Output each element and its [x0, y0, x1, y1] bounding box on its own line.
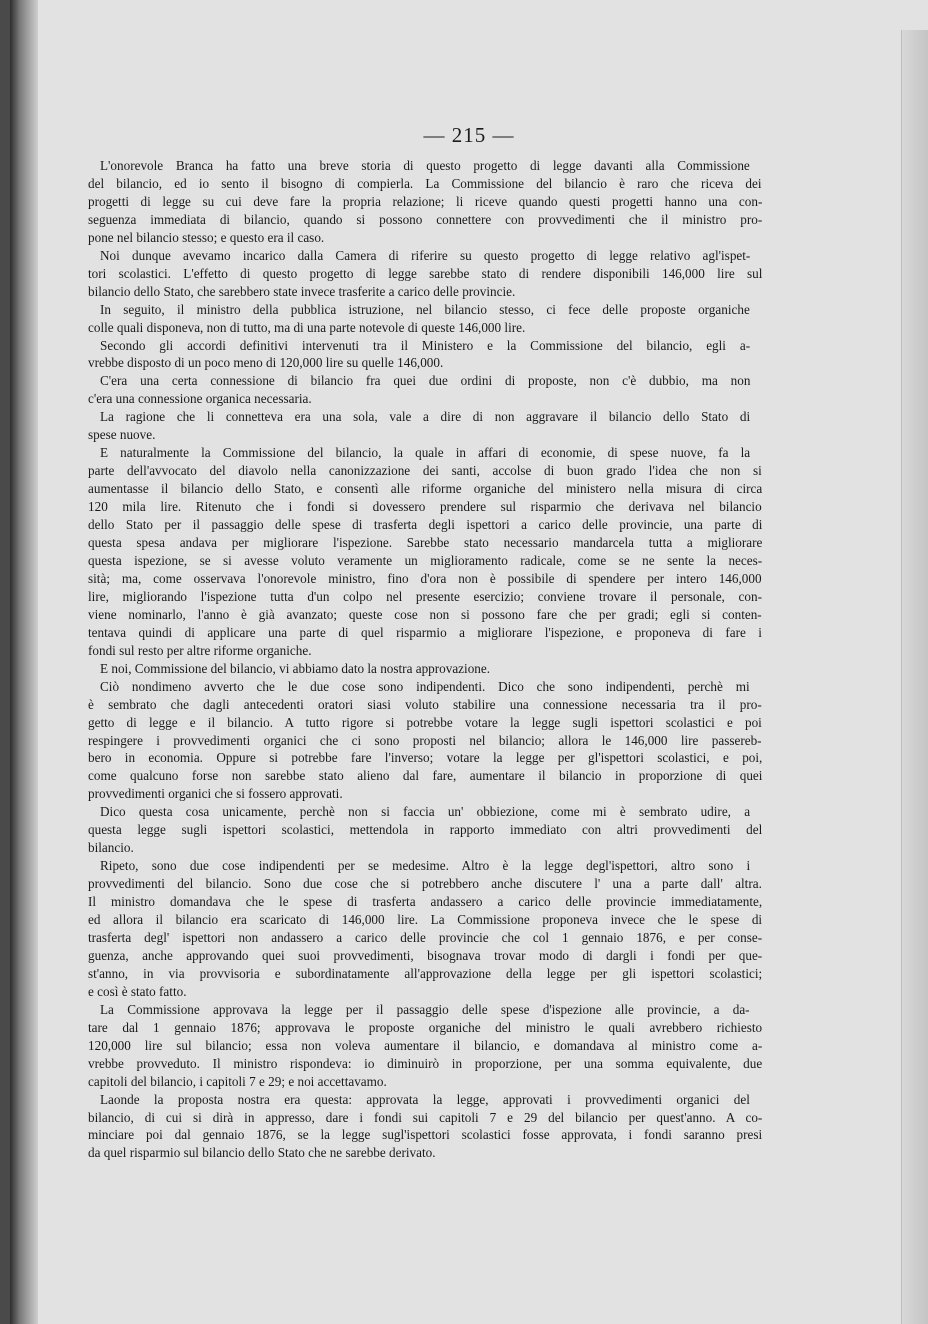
text-line: bero in economia. Oppure si potrebbe fare l'inverso; votare la legge per gl'ispettori scolastici, e poi,	[88, 750, 763, 766]
text-line: aumentasse il bilancio dello Stato, e consentì alle riforme organiche del ministero nella misura di circa	[88, 481, 763, 497]
text-line: capitoli del bilancio, i capitoli 7 e 29; e noi accettavamo.	[88, 1073, 387, 1089]
paragraph	[88, 372, 762, 408]
text-line: C'era una certa connessione di bilancio fra quei due ordini di proposte, non c'è dubbio, ma non	[100, 373, 751, 389]
text-line: fondi sul resto per altre riforme organiche.	[88, 642, 312, 658]
body-text	[88, 157, 762, 1162]
page-number: — 215 —	[423, 123, 515, 147]
text-line: Noi dunque avevamo incarico dalla Camera di riferire su questo progetto di legge relativo agl'ispet-	[100, 247, 751, 263]
text-line: L'onorevole Branca ha fatto una breve storia di questo progetto di legge davanti alla Commissione	[100, 158, 750, 173]
text-line: La ragione che li connetteva era una sola, vale a dire di non aggravare il bilancio dello Stato di	[100, 409, 751, 425]
paragraph	[88, 157, 762, 247]
text-line: Laonde la proposta nostra era questa: approvata la legge, approvati i provvedimenti organici del	[100, 1091, 750, 1107]
text-line: del bilancio, ed io sento il bisogno di compierla. La Commissione del bilancio è raro che riceva dei	[88, 175, 762, 191]
text-line: tentava quindi di applicare una parte di quel risparmio a migliorare l'ispezione, e proponeva di fare i	[88, 624, 762, 640]
paragraph	[88, 1091, 762, 1163]
text-line: guenza, anche approvando quei suoi provvedimenti, bisognava trovar modo di dargli i fondi per que-	[88, 947, 763, 963]
text-line: respingere i provvedimenti organici che ci sono proposti nel bilancio; allora le 146,000 lire passereb-	[88, 732, 762, 748]
paragraph	[88, 337, 762, 373]
text-line: dello Stato per il passaggio delle spese di trasferta degli ispettori a carico delle provincie, una parte di	[88, 517, 763, 533]
text-line: Secondo gli accordi definitivi intervenuti tra il Ministero e la Commissione del bilancio, egli a-	[100, 337, 751, 353]
book-binding-shadow	[10, 0, 38, 1324]
text-line: parte dell'avvocato del diavolo nella canonizzazione dei santi, accolse di buon grado l'idea che non si	[88, 463, 762, 479]
text-line: vrebbe disposto di un poco meno di 120,000 lire su quelle 146,000.	[88, 355, 444, 371]
text-line: sità; ma, come osservava l'onorevole ministro, fino d'ora non è possibile di spendere per intero 146,000	[88, 570, 762, 586]
paragraph	[88, 857, 762, 1001]
text-line: getto di legge e il bilancio. A tutto rigore si potrebbe votare la legge sugli ispettori scolastici e poi	[88, 714, 762, 730]
text-line: minciare poi dal gennaio 1876, se la legge sugl'ispettori scolastici fosse approvata, i fondi saranno presi	[88, 1127, 763, 1143]
scanned-page	[10, 0, 928, 1324]
text-line: Ripeto, sono due cose indipendenti per se medesime. Altro è la legge degl'ispettori, altro sono i	[100, 858, 751, 874]
text-line: tare dal 1 gennaio 1876; approvava le proposte organiche del ministro le quali avrebbero richiesto	[88, 1019, 763, 1035]
text-line: bilancio.	[88, 840, 134, 856]
paragraph	[88, 408, 762, 444]
paragraph	[88, 247, 762, 301]
text-line: Dico questa cosa unicamente, perchè non si faccia un' obbiezione, come mi è sembrato udire, a	[100, 804, 751, 820]
paragraph	[88, 444, 762, 659]
paragraph	[88, 660, 762, 678]
text-line: questa legge sugli ispettori scolastici, mettendola in rapporto immediato con altri provvedimenti del	[88, 822, 763, 838]
text-line: provvedimenti organici che si fossero approvati.	[88, 786, 343, 802]
text-line: bilancio dello Stato, che sarebbero state invece trasferite a carico delle provincie.	[88, 283, 516, 299]
text-line: da quel risparmio sul bilancio dello Stato che ne sarebbe derivato.	[88, 1145, 436, 1161]
paragraph	[88, 1001, 762, 1091]
text-line: spese nuove.	[88, 427, 156, 443]
text-line: questa ispezione, se si avesse voluto veramente un miglioramento radicale, come se ne sente la neces-	[88, 552, 763, 568]
text-line: 120,000 lire sul bilancio; essa non voleva aumentare il bilancio, e domandava al ministro come a-	[88, 1037, 763, 1053]
text-line: ed allora il bilancio era scaricato di 146,000 lire. La Commissione proponeva invece che le spese di	[88, 912, 763, 928]
text-line: In seguito, il ministro della pubblica istruzione, nel bilancio stesso, ci fece delle proposte organiche	[100, 301, 750, 317]
text-line: La Commissione approvava la legge per il passaggio delle spese d'ispezione alle provincie, a da-	[100, 1001, 750, 1017]
paragraph	[88, 803, 762, 857]
text-line: tori scolastici. L'effetto di questo progetto di legge sarebbe stato di rendere disponibili 146,000 lire sul	[88, 265, 763, 281]
text-line: colle quali disponeva, non di tutto, ma di una parte notevole di queste 146,000 lire.	[88, 319, 526, 335]
text-line: progetti di legge su cui deve fare la propria relazione; li riceve quando questi progetti hanno una con-	[88, 193, 763, 209]
paragraph	[88, 301, 762, 337]
text-line: questa spesa andava per migliorare l'ispezione. Sarebbe stato necessario mandarcela tutta a migliorare	[88, 535, 763, 551]
text-line: seguenza immediata di bilancio, quando si possono connettere con provvedimenti che il ministro pro-	[88, 211, 763, 227]
text-line: trasferta degl' ispettori non andassero a carico delle provincie che col 1 gennaio 1876, e per conse-	[88, 929, 763, 945]
text-line: vrebbe provveduto. Il ministro rispondeva: io diminuirò in proporzione, per una somma equivalente, due	[88, 1055, 763, 1071]
text-line: st'anno, in via provvisoria e subordinatamente all'approvazione della legge per gli ispettori scolastici;	[88, 965, 763, 981]
text-line: e così è stato fatto.	[88, 983, 187, 999]
text-line: bilancio, di cui si dirà in appresso, dare i fondi sui capitoli 7 e 29 del bilancio per quest'anno. A co-	[88, 1109, 763, 1125]
text-line: Il ministro domandava che le spese di trasferta andassero a carico delle provincie immediatamente,	[88, 894, 763, 910]
text-line: pone nel bilancio stesso; e questo era il caso.	[88, 229, 325, 245]
text-line: provvedimenti del bilancio. Sono due cose che si potrebbero anche discutere l' una a parte dall' altra.	[88, 876, 762, 892]
paragraph	[88, 678, 762, 804]
text-line: E naturalmente la Commissione del bilancio, la quale in affari di economie, di spese nuove, fa la	[100, 445, 751, 461]
text-line: E noi, Commissione del bilancio, vi abbiamo dato la nostra approvazione.	[100, 660, 491, 676]
text-line: come qualcuno forse non sarebbe stato alieno dal fare, aumentare il bilancio in proporzione di quei	[88, 768, 763, 784]
page-edge	[901, 30, 928, 1324]
text-line: c'era una connessione organica necessaria.	[88, 391, 312, 407]
text-line: è sembrato che dagli antecedenti oratori siasi voluto stabilire una connessione necessaria tra il pro-	[88, 696, 762, 712]
text-line: Ciò nondimeno avverto che le due cose sono indipendenti. Dico che sono indipendenti, perchè mi	[100, 678, 750, 694]
text-line: viene nominarlo, l'anno è già avanzato; queste cose non si possono fare che per gradi; egli si conten-	[88, 606, 762, 622]
text-line: 120 mila lire. Ritenuto che i fondi si dovessero prendere sul risparmio che derivava nel bilancio	[88, 499, 762, 515]
text-line: lire, migliorando l'ispezione tutta d'un colpo nel presente esercizio; conviene trovare il personale, con-	[88, 588, 762, 604]
